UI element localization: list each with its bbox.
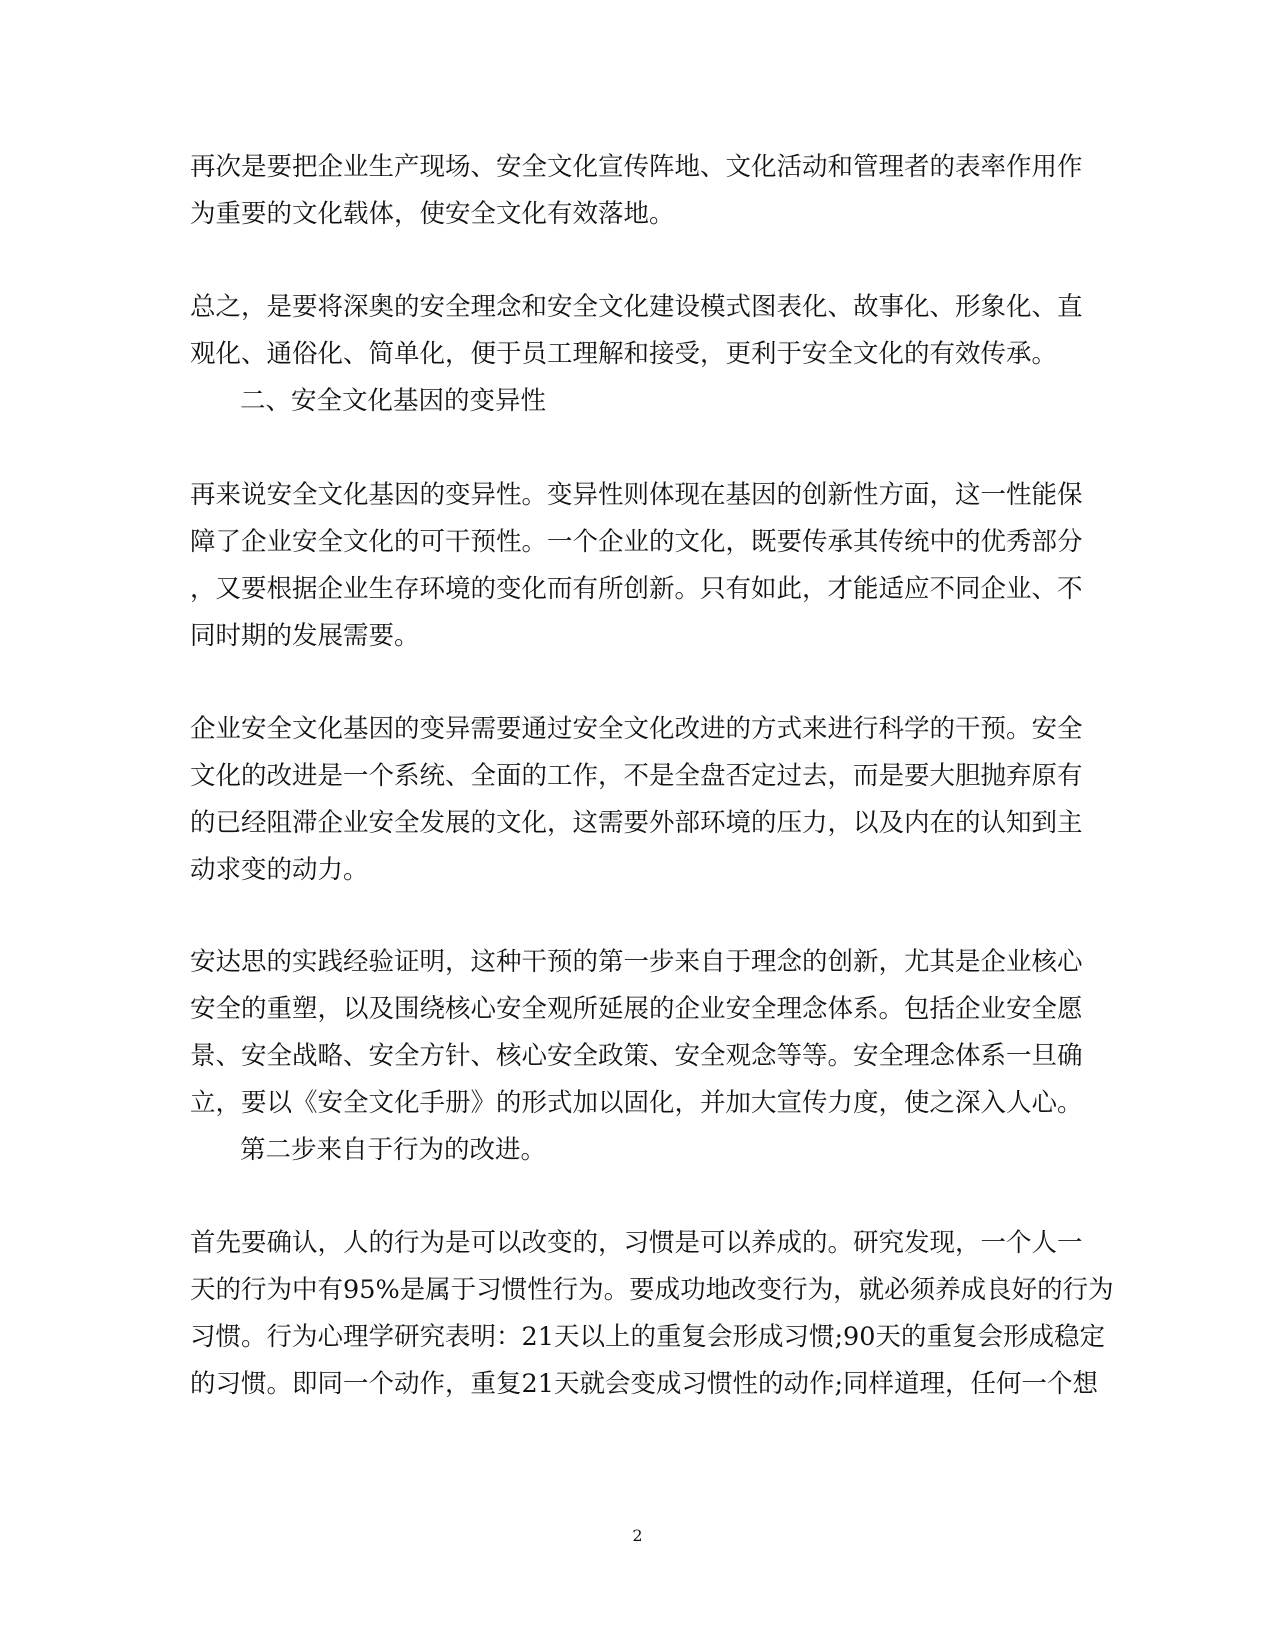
text-line: 景、安全战略、安全方针、核心安全政策、安全观念等等。安全理念体系一旦确 [190,1041,1083,1071]
text-line: 障了企业安全文化的可干预性。一个企业的文化，既要传承其传统中的优秀部分 [190,527,1083,557]
text-line: 天的行为中有95%是属于习惯性行为。要成功地改变行为，就必须养成良好的行为 [190,1275,1114,1305]
step-heading: 第二步来自于行为的改进。 [240,1135,547,1165]
page-number: 2 [632,1526,643,1545]
text-line: 企业安全文化基因的变异需要通过安全文化改进的方式来进行科学的干预。安全 [190,714,1083,744]
text-line: 的习惯。即同一个动作，重复21天就会变成习惯性的动作;同样道理，任何一个想 [190,1369,1099,1399]
text-line: ，又要根据企业生存环境的变化而有所创新。只有如此，才能适应不同企业、不 [190,574,1083,604]
text-line: 再次是要把企业生产现场、安全文化宣传阵地、文化活动和管理者的表率作用作 [190,152,1083,182]
text-line: 习惯。行为心理学研究表明：21天以上的重复会形成习惯;90天的重复会形成稳定 [190,1322,1105,1352]
text-line: 首先要确认，人的行为是可以改变的，习惯是可以养成的。研究发现，一个人一 [190,1228,1083,1258]
text-line: 安全的重塑，以及围绕核心安全观所延展的企业安全理念体系。包括企业安全愿 [190,994,1083,1024]
text-line: 观化、通俗化、简单化，便于员工理解和接受，更利于安全文化的有效传承。 [190,339,1058,369]
section-heading: 二、安全文化基因的变异性 [240,386,547,416]
text-line: 的已经阻滞企业安全发展的文化，这需要外部环境的压力，以及内在的认知到主 [190,808,1083,838]
text-line: 动求变的动力。 [190,855,369,885]
text-line: 安达思的实践经验证明，这种干预的第一步来自于理念的创新，尤其是企业核心 [190,947,1083,977]
text-line: 文化的改进是一个系统、全面的工作，不是全盘否定过去，而是要大胆抛弃原有 [190,761,1083,791]
text-line: 再来说安全文化基因的变异性。变异性则体现在基因的创新性方面，这一性能保 [190,480,1083,510]
text-line: 为重要的文化载体，使安全文化有效落地。 [190,199,675,229]
text-line: 同时期的发展需要。 [190,621,420,651]
text-line: 立，要以《安全文化手册》的形式加以固化，并加大宣传力度，使之深入人心。 [190,1088,1083,1118]
text-line: 总之，是要将深奥的安全理念和安全文化建设模式图表化、故事化、形象化、直 [190,292,1083,322]
